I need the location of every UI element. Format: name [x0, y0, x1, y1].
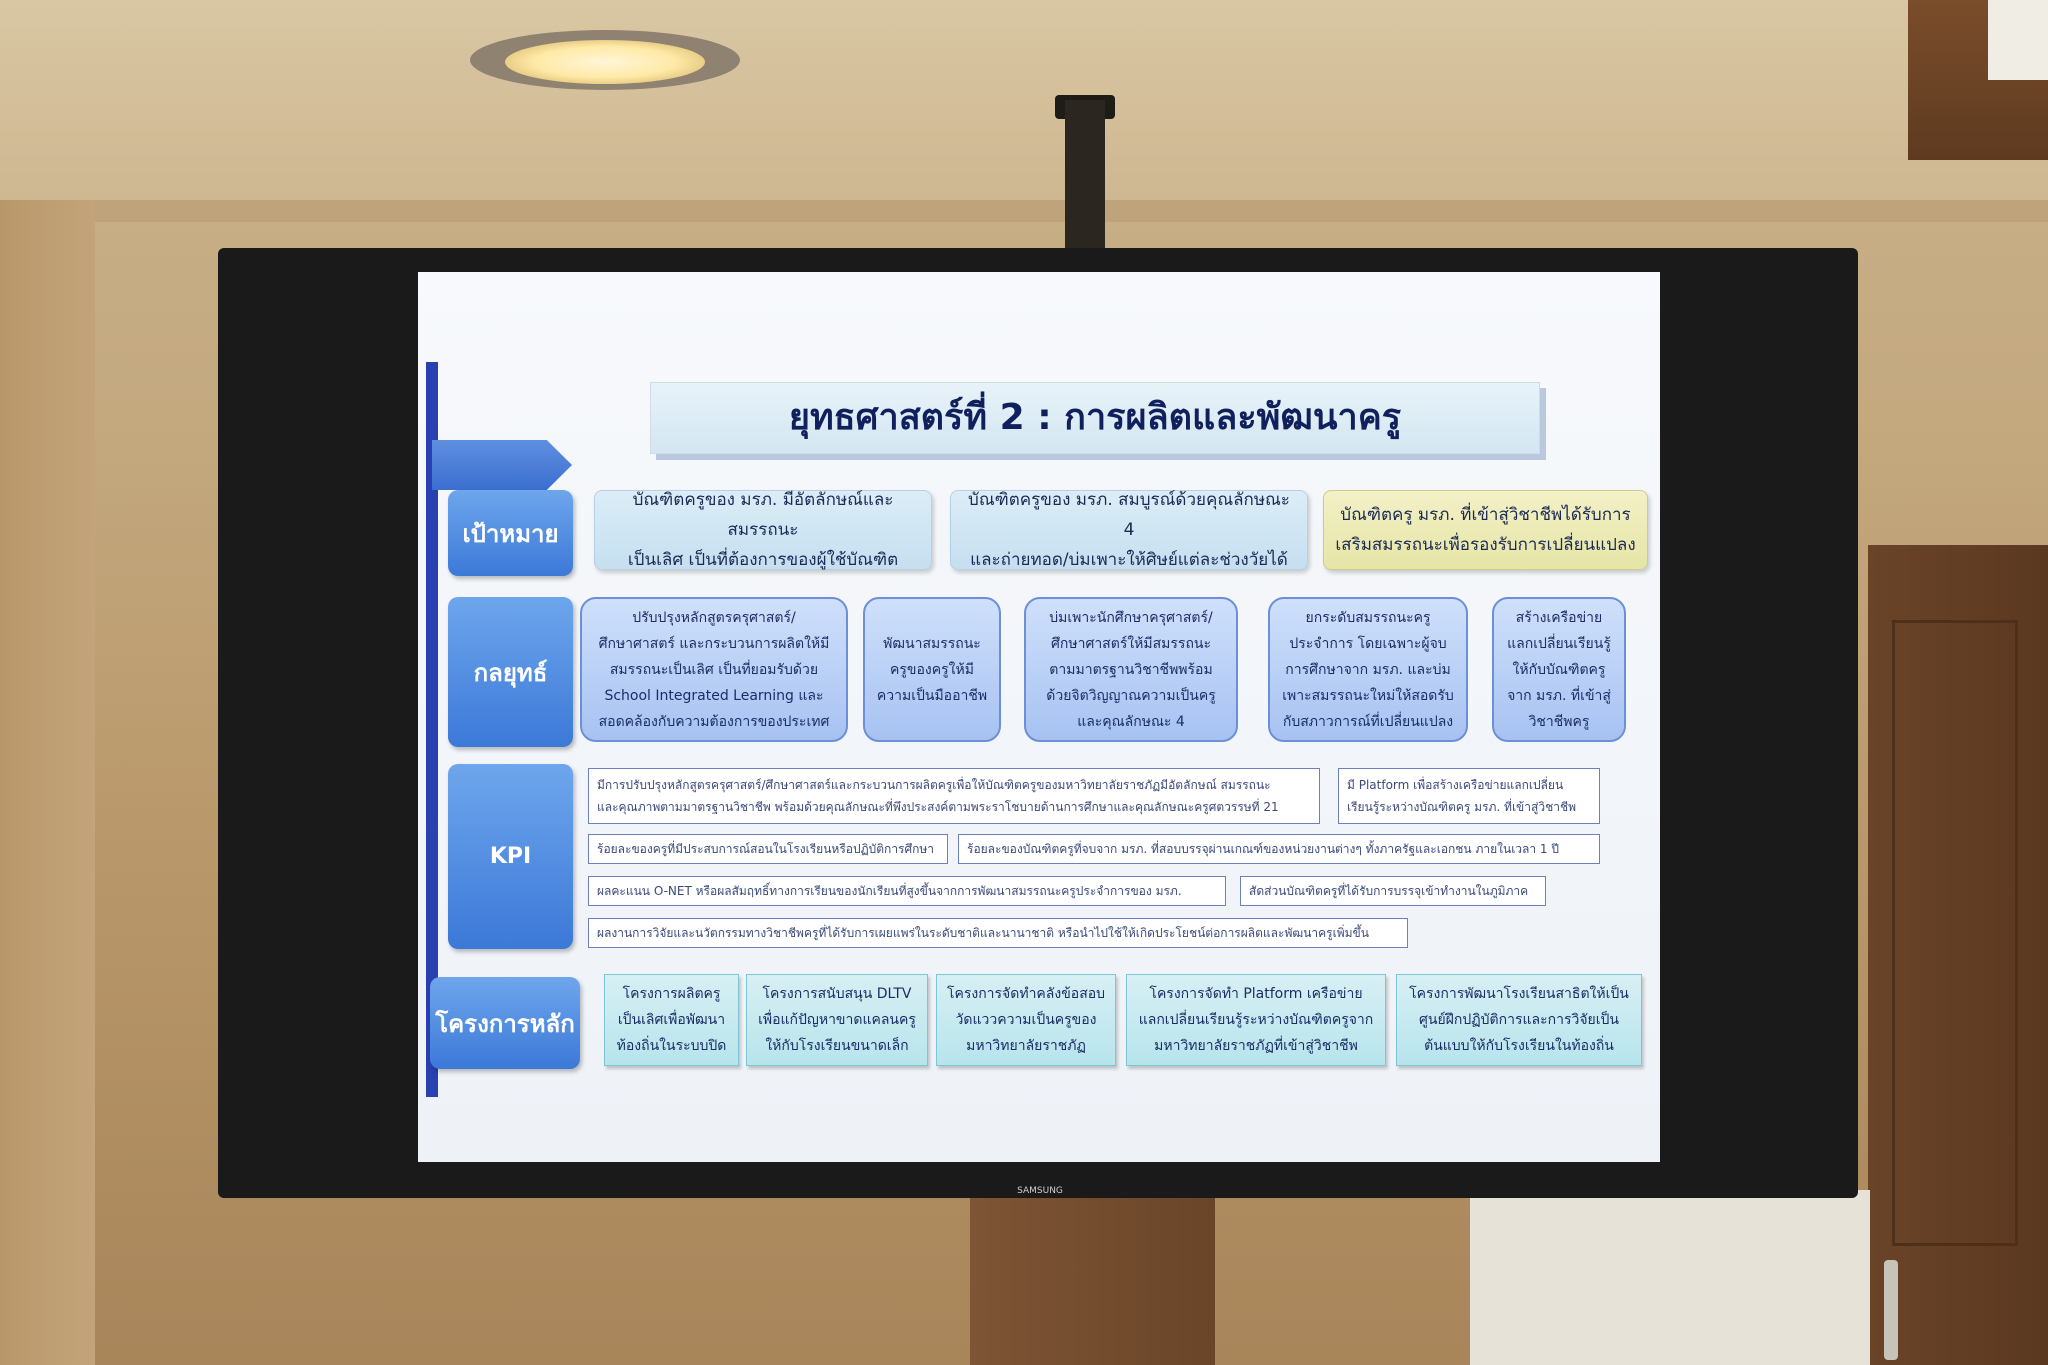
slide-title: ยุทธศาสตร์ที่ 2 : การผลิตและพัฒนาครู [788, 397, 1402, 438]
strategy-item: สร้างเครือข่าย แลกเปลี่ยนเรียนรู้ ให้กับบัณฑิตครู จาก มรภ. ที่เข้าสู่ วิชาชีพครู [1492, 597, 1626, 742]
kpi-item: ร้อยละของครูที่มีประสบการณ์สอนในโรงเรียนหรือปฏิบัติการศึกษา [588, 834, 948, 864]
project-item: โครงการจัดทำคลังข้อสอบ วัดแววความเป็นครูของ มหาวิทยาลัยราชภัฏ [936, 974, 1116, 1066]
kpi-item: มีการปรับปรุงหลักสูตรครุศาสตร์/ศึกษาศาสตร์และกระบวนการผลิตครูเพื่อให้บัณฑิตครูของมหาวิทยาลัยราชภัฏมีอัตลักษณ์ สมรรถนะ และคุณภาพตามมาตรฐานวิชาชีพ พร้อมด้วยคุณลักษณะที่พึงประสงค์ตามพระราโชบายด้านการศึกษาและคุณลักษณะครูศตวรรษที่ 21 [588, 768, 1320, 824]
slide-title-box [650, 382, 1540, 454]
door-panel [1892, 620, 2018, 1246]
label-strategy: กลยุทธ์ [448, 597, 573, 747]
goal-item: บัณฑิตครู มรภ. ที่เข้าสู่วิชาชีพได้รับการ เสริมสมรรถนะเพื่อรองรับการเปลี่ยนแปลง [1323, 490, 1648, 570]
tv-brand-logo: SAMSUNG [1017, 1186, 1063, 1196]
strategy-item: ปรับปรุงหลักสูตรครุศาสตร์/ ศึกษาศาสตร์ และกระบวนการผลิตให้มี สมรรถนะเป็นเลิศ เป็นที่ยอมรับด้วย School Integrated Learning และ สอดคล้องกับความต้องการของประเทศ [580, 597, 848, 742]
wooden-pillar [970, 1190, 1215, 1365]
ceiling-light-icon [505, 40, 705, 84]
kpi-item: มี Platform เพื่อสร้างเครือข่ายแลกเปลี่ยน เรียนรู้ระหว่างบัณฑิตครู มรภ. ที่เข้าสู่วิชาชีพ [1338, 768, 1600, 824]
left-wall [0, 200, 95, 1365]
door-handle [1884, 1260, 1898, 1360]
label-goal: เป้าหมาย [448, 490, 573, 576]
goal-item: บัณฑิตครูของ มรภ. สมบูรณ์ด้วยคุณลักษณะ 4 และถ่ายทอด/บ่มเพาะให้ศิษย์แต่ละช่วงวัยได้ [950, 490, 1308, 570]
ceiling [0, 0, 2048, 215]
kpi-item: ร้อยละของบัณฑิตครูที่จบจาก มรภ. ที่สอบบรรจุผ่านเกณฑ์ของหน่วยงานต่างๆ ทั้งภาครัฐและเอกชน ภายในเวลา 1 ปี [958, 834, 1600, 864]
project-item: โครงการผลิตครู เป็นเลิศเพื่อพัฒนา ท้องถิ่นในระบบปิด [604, 974, 739, 1066]
tv-mount-pole [1065, 100, 1105, 260]
goal-item: บัณฑิตครูของ มรภ. มีอัตลักษณ์และสมรรถนะ เป็นเลิศ เป็นที่ต้องการของผู้ใช้บัณฑิต [594, 490, 932, 570]
project-item: โครงการจัดทำ Platform เครือข่าย แลกเปลี่ยนเรียนรู้ระหว่างบัณฑิตครูจาก มหาวิทยาลัยราชภัฏที่เข้าสู่วิชาชีพ [1126, 974, 1386, 1066]
kpi-item: ผลคะแนน O-NET หรือผลสัมฤทธิ์ทางการเรียนของนักเรียนที่สูงขึ้นจากการพัฒนาสมรรถนะครูประจำการของ มรภ. [588, 876, 1226, 906]
kpi-item: สัดส่วนบัณฑิตครูที่ได้รับการบรรจุเข้าทำงานในภูมิภาค [1240, 876, 1546, 906]
kpi-item: ผลงานการวิจัยและนวัตกรรมทางวิชาชีพครูที่ได้รับการเผยแพร่ในระดับชาติและนานาชาติ หรือนำไปใช้ให้เกิดประโยชน์ต่อการผลิตและพัฒนาครูเพิ่มขึ้น [588, 918, 1408, 948]
arrow-tag-icon [432, 440, 572, 490]
strategy-item: ยกระดับสมรรถนะครู ประจำการ โดยเฉพาะผู้จบ การศึกษาจาก มรภ. และบ่ม เพาะสมรรถนะใหม่ให้สอดรับ กับสภาวการณ์ที่เปลี่ยนแปลง [1268, 597, 1468, 742]
project-item: โครงการสนับสนุน DLTV เพื่อแก้ปัญหาขาดแคลนครู ให้กับโรงเรียนขนาดเล็ก [746, 974, 928, 1066]
label-projects: โครงการหลัก [430, 977, 580, 1069]
ceiling-beam [0, 200, 2048, 222]
lower-wall [1470, 1190, 1870, 1365]
project-item: โครงการพัฒนาโรงเรียนสาธิตให้เป็น ศูนย์ฝึกปฏิบัติการและการวิจัยเป็น ต้นแบบให้กับโรงเรียนในท้องถิ่น [1396, 974, 1642, 1066]
wall-corner [1988, 0, 2048, 80]
strategy-item: บ่มเพาะนักศึกษาครุศาสตร์/ ศึกษาศาสตร์ให้มีสมรรถนะ ตามมาตรฐานวิชาชีพพร้อม ด้วยจิตวิญญาณความเป็นครู และคุณลักษณะ 4 [1024, 597, 1238, 742]
strategy-item: พัฒนาสมรรถนะ ครูของครูให้มี ความเป็นมืออาชีพ [863, 597, 1001, 742]
tv-screen-slide [418, 272, 1660, 1162]
label-kpi: KPI [448, 764, 573, 949]
